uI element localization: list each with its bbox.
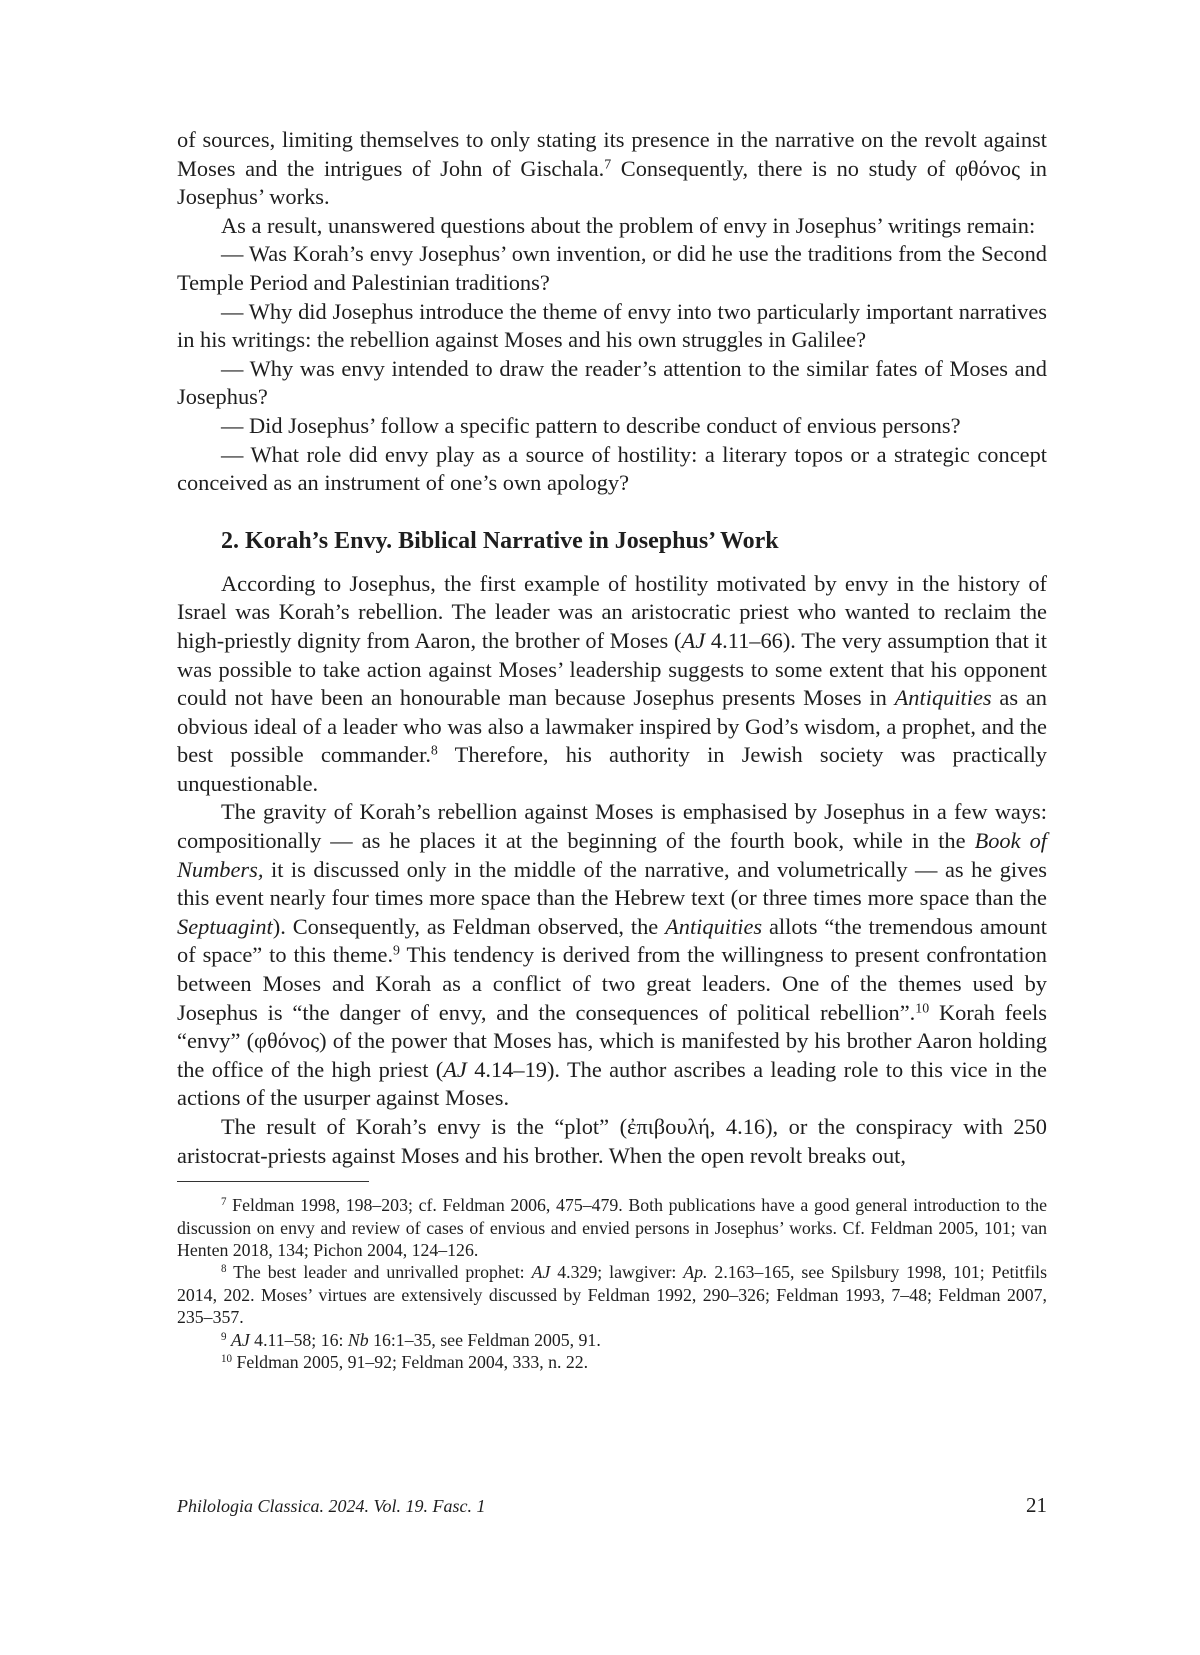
footnote-ref-8[interactable]: 8 (430, 743, 438, 759)
section-heading: 2. Korah’s Envy. Biblical Narrative in Josephus’ Work (221, 527, 779, 554)
footnote-ref-10[interactable]: 10 (915, 1001, 930, 1016)
paragraph: The gravity of Korah’s rebellion against Moses is emphasised by Josephus in a few ways: compositionally — as he places it at the beginning of the fourth book, while in the Book of Numbers, it is discussed only in the middle of the narrative, and volumetrically — as he gives this event nearly four times more space than the Hebrew text (or three times more space than the Septuagint). Consequently, as Feldman observed, the Antiquities allots “the tremendous amount of space” to this theme.$^9$ This tendency is derived from the willingness to present confrontation between Moses and Korah as a conflict of two great leaders. One of the themes used by Josephus is “the danger of envy, and the consequences of political rebellion”.$^{10}$ Korah feels “envy” (φθόνος) of the power that Moses has, which is manifested by his brother Aaron holding the office of the high priest (AJ 4.14–19). The author ascribes a leading role to this vice in the actions of the usurper against Moses. (177, 799, 1047, 1111)
question-item: — Was Korah’s envy Josephus’ own invention, or did he use the traditions from the Second Temple Period and Palestinian traditions? (177, 241, 1047, 295)
section-text (177, 570, 1047, 1170)
page-number: 21 (1026, 1493, 1047, 1517)
paragraph-continuation: of sources, limiting themselves to only stating its presence in the narrative on the revolt against Moses and the intrigues of John of Gischala.$^7$ Consequently, there is no study of φθόνος in Josephus’ works. (177, 127, 1047, 210)
footnote-divider (177, 1181, 369, 1182)
journal-citation: Philologia Classica. 2024. Vol. 19. Fasc. 1 (177, 1496, 486, 1516)
question-item: — Why did Josephus introduce the theme of envy into two particularly important narratives in his writings: the rebellion against Moses and his own struggles in Galilee? (177, 298, 1047, 353)
paragraph-questions-intro: As a result, unanswered questions about the problem of envy in Josephus’ writings remain: (221, 212, 1036, 238)
question-item: — What role did envy play as a source of hostility: a literary topos or a strategic concept conceived as an instrument of one’s own apology? (177, 441, 1047, 496)
question-item: — Did Josephus’ follow a specific pattern to describe conduct of envious persons? (221, 412, 961, 438)
footnote-ref-7[interactable]: 7 (604, 156, 612, 172)
footnote-8: $^8$ The best leader and unrivalled prophet: AJ 4.329; lawgiver: Ap. 2.163–165, see Spilsbury 1998, 101; Petitfils 2014, 202. Moses’ virtues are extensively discussed by Feldman 1992, 290–326; Feldman 1993, 7–48; Feldman 2007, 235–357. (177, 1262, 1048, 1328)
page-content (177, 126, 1047, 1373)
page-footer (177, 1493, 1047, 1518)
footnote-ref-9[interactable]: 9 (393, 943, 400, 959)
footnote-9: $^9$ AJ 4.11–58; 16: Nb 16:1–35, see Feldman 2005, 91. (221, 1329, 601, 1350)
footnote-7: $^7$ Feldman 1998, 198–203; cf. Feldman 2006, 475–479. Both publications have a good general introduction to the discussion on envy and review of cases of envious and envied persons in Josephus’ works. Cf. Feldman 2005, 101; van Henten 2018, 134; Pichon 2004, 124–126. (177, 1195, 1047, 1260)
question-item: — Why was envy intended to draw the reader’s attention to the similar fates of Moses and Josephus? (177, 355, 1047, 410)
main-text (177, 126, 1047, 498)
footnote-10: $^{10}$ Feldman 2005, 91–92; Feldman 2004, 333, n. 22. (221, 1352, 589, 1373)
paragraph: According to Josephus, the first example of hostility motivated by envy in the history of Israel was Korah’s rebellion. The leader was an aristocratic priest who wanted to reclaim the high-priestly dignity from Aaron, the brother of Moses (AJ 4.11–66). The very assumption that it was possible to take action against Moses’ leadership suggests to some extent that his opponent could not have been an honourable man because Josephus presents Moses in Antiquities as an obvious ideal of a leader who was also a lawmaker inspired by God’s wisdom, a prophet, and the best possible commander.$^8$ Therefore, his authority in Jewish society was practically unquestionable. (177, 570, 1048, 796)
paragraph: The result of Korah’s envy is the “plot” (ἐπιβουλή, 4.16), or the conspiracy with 250 aristocrat-priests against Moses and his brother. When the open revolt breaks out, (177, 1114, 1047, 1168)
footnotes (177, 1194, 1047, 1373)
